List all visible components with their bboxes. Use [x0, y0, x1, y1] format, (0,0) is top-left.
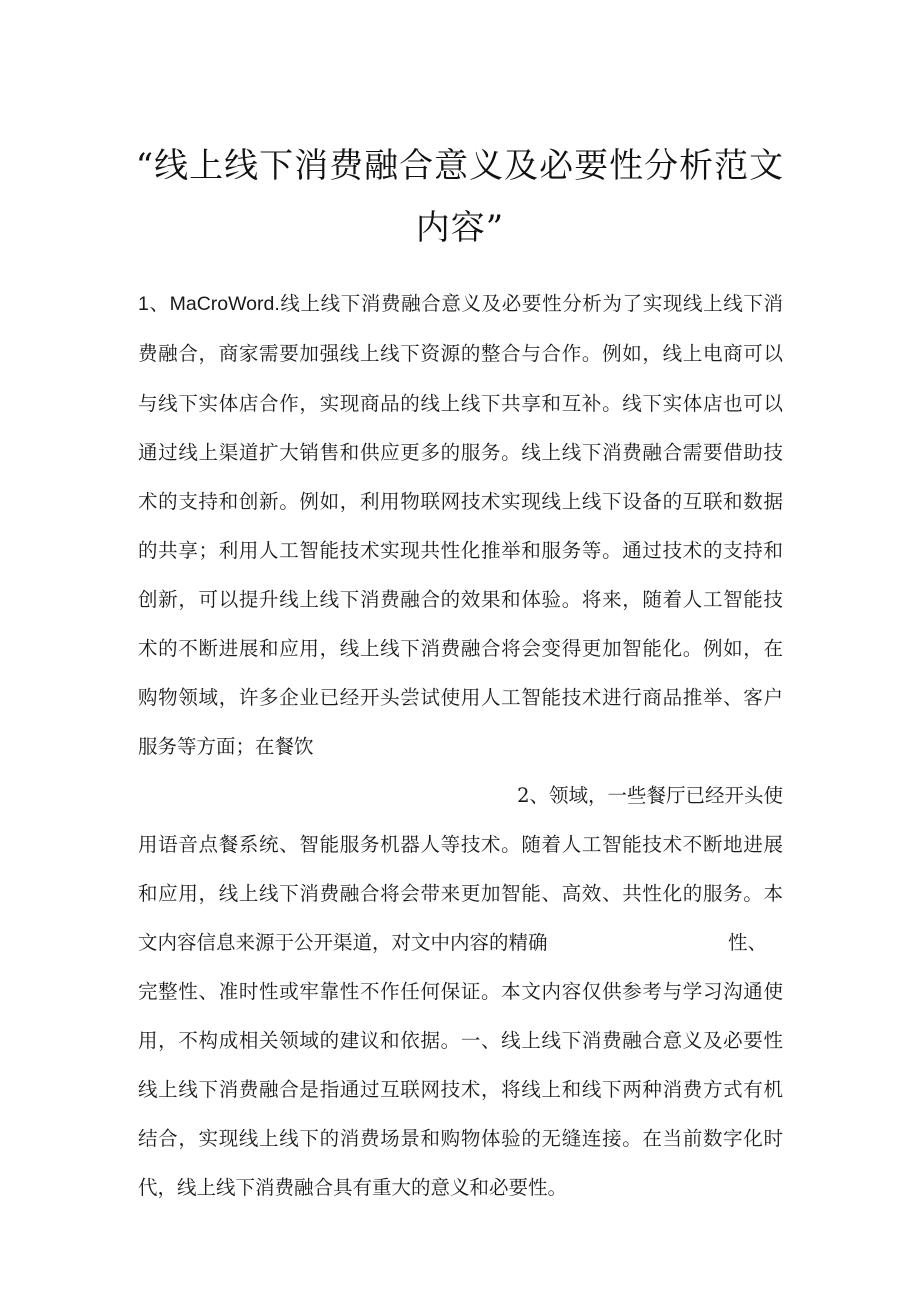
paragraph-prefix: 1、MaCroWord.: [138, 293, 280, 315]
paragraph-line: 线上线下消费融合是指通过互联网技术，将线上和线下两种消费方式有机: [138, 1078, 783, 1101]
paragraph-line-left: 文内容信息来源于公开渠道，对文中内容的精确: [138, 931, 548, 954]
paragraph-line: 术的支持和创新。例如，利用物联网技术实现线上线下设备的互联和数据: [138, 490, 783, 513]
paragraph-line: 费融合，商家需要加强线上线下资源的整合与合作。例如，线上电商可以: [138, 342, 783, 365]
paragraph-line: 用语音点餐系统、智能服务机器人等技术。随着人工智能技术不断地进展: [138, 833, 783, 856]
paragraph-line: 完整性、准时性或牢靠性不作任何保证。本文内容仅供参考与学习沟通使: [138, 980, 783, 1003]
paragraph-line: 与线下实体店合作，实现商品的线上线下共享和互补。线下实体店也可以: [138, 392, 783, 415]
paragraph-line: 服务等方面；在餐饮: [138, 735, 314, 758]
paragraph-line-right: 性、: [728, 931, 768, 954]
paragraph-line: 的共享；利用人工智能技术实现共性化推举和服务等。通过技术的支持和: [138, 539, 783, 562]
paragraph-line: [138, 288, 783, 316]
paragraph-line: 用，不构成相关领域的建议和依据。一、线上线下消费融合意义及必要性: [138, 1029, 783, 1052]
paragraph-line: 2、领域，一些餐厅已经开头使: [517, 784, 783, 807]
paragraph-line: 通过线上渠道扩大销售和供应更多的服务。线上线下消费融合需要借助技: [138, 441, 783, 464]
paragraph-line-text: 线上线下消费融合意义及必要性分析为了实现线上线下消: [279, 292, 783, 315]
paragraph-line: 术的不断进展和应用，线上线下消费融合将会变得更加智能化。例如，在: [138, 637, 783, 660]
paragraph-line: 创新，可以提升线上线下消费融合的效果和体验。将来，随着人工智能技: [138, 588, 783, 611]
paragraph-line: 结合，实现线上线下的消费场景和购物体验的无缝连接。在当前数字化时: [138, 1127, 783, 1150]
document-title-line-2: 内容”: [415, 208, 505, 248]
paragraph-line: 购物领域，许多企业已经开头尝试使用人工智能技术进行商品推举、客户: [138, 686, 783, 709]
paragraph-line: 代，线上线下消费融合具有重大的意义和必要性。: [138, 1176, 568, 1199]
document-title-line-1: “线上线下消费融合意义及必要性分析范文: [135, 146, 785, 186]
paragraph-line: 和应用，线上线下消费融合将会带来更加智能、高效、共性化的服务。本: [138, 882, 783, 905]
